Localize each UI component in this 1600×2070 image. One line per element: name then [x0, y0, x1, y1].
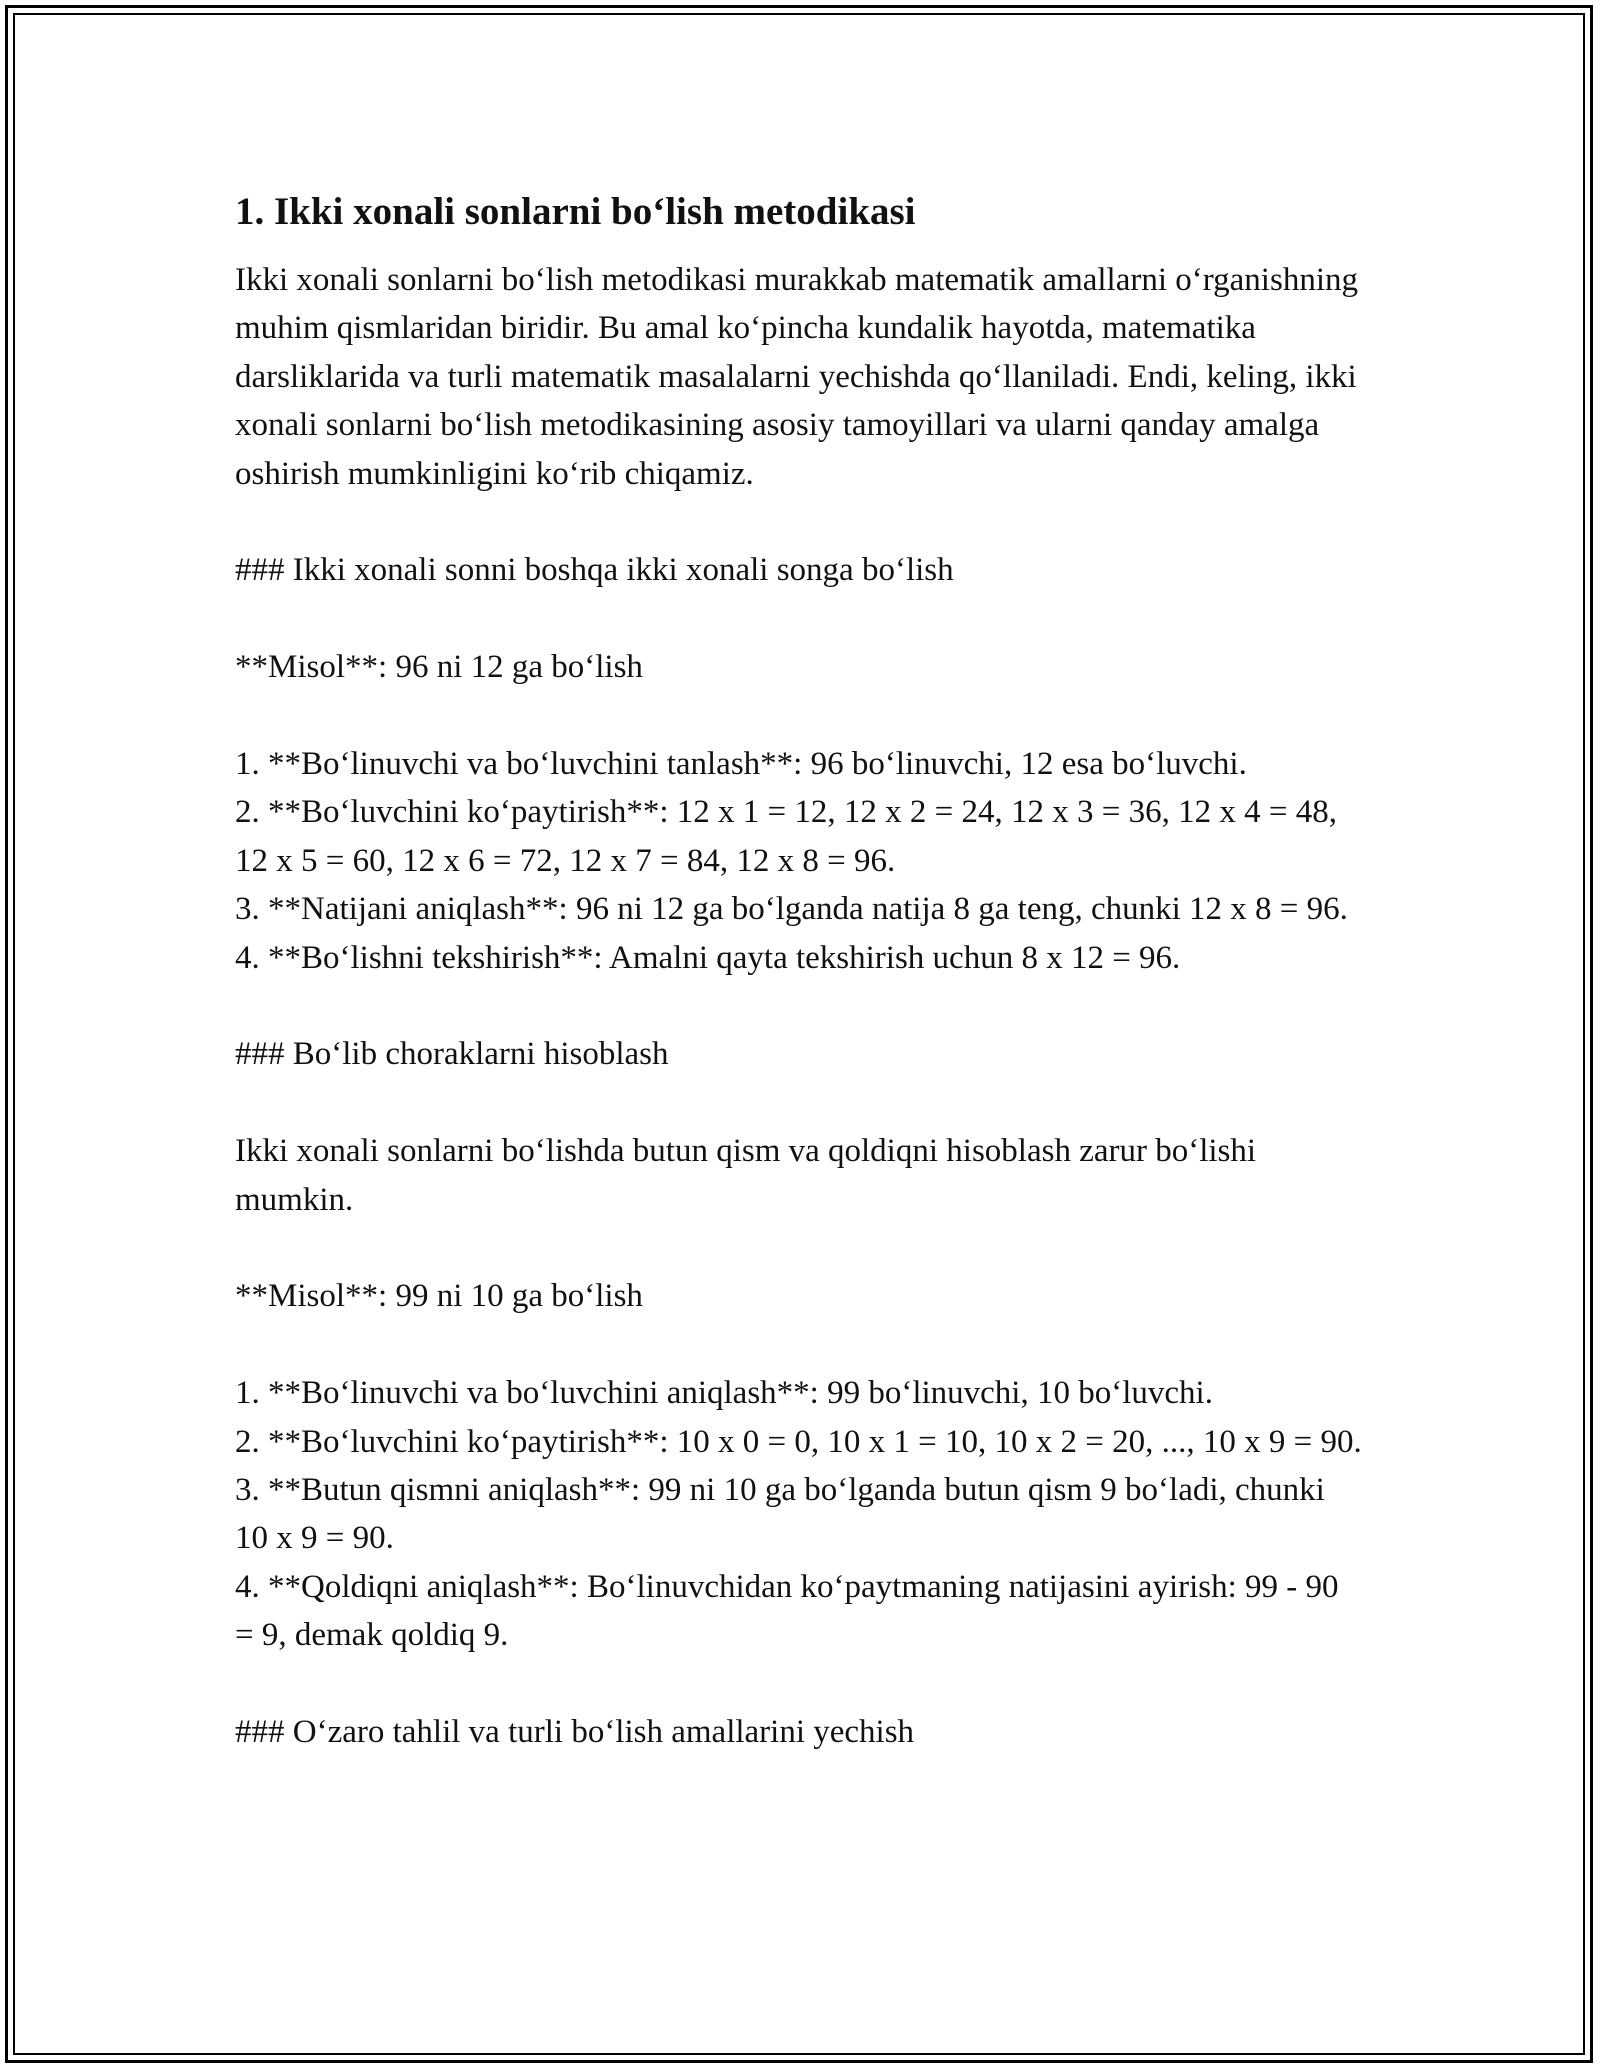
- document-title: 1. Ikki xonali sonlarni bo‘lish metodikasi: [235, 190, 916, 233]
- section-heading-2: ### Bo‘lib choraklarni hisoblash: [235, 1036, 669, 1073]
- spacer: [235, 692, 1365, 740]
- step-item: 3. **Natijani aniqlash**: 96 ni 12 ga bo‘lganda natija 8 ga teng, chunki 12 x 8 = 96.: [235, 891, 1348, 928]
- step-item: 2. **Bo‘luvchini ko‘paytirish**: 12 x 1 = 12, 12 x 2 = 24, 12 x 3 = 36, 12 x 4 = 48, 12 x 5 = 60, 12 x 6 = 72, 12 x 7 = 84, 12 x 8 = 96.: [235, 794, 1337, 879]
- spacer: [235, 595, 1365, 643]
- section-2-paragraph: Ikki xonali sonlarni bo‘lishda butun qism va qoldiqni hisoblash zarur bo‘lishi mumkin.: [235, 1133, 1257, 1218]
- example-2: **Misol**: 99 ni 10 ga bo‘lish: [235, 1278, 643, 1315]
- step-item: 1. **Bo‘linuvchi va bo‘luvchini tanlash**: 96 bo‘linuvchi, 12 esa bo‘luvchi.: [235, 746, 1247, 783]
- step-item: 3. **Butun qismni aniqlash**: 99 ni 10 ga bo‘lganda butun qism 9 bo‘ladi, chunki 10 x 9 = 90.: [235, 1472, 1325, 1557]
- document-body: [235, 186, 1365, 1756]
- spacer: [235, 1224, 1365, 1272]
- section-heading-1: ### Ikki xonali sonni boshqa ikki xonali songa bo‘lish: [235, 552, 954, 589]
- spacer: [235, 982, 1365, 1030]
- spacer: [235, 1079, 1365, 1127]
- spacer: [235, 1660, 1365, 1708]
- step-item: 4. **Qoldiqni aniqlash**: Bo‘linuvchidan ko‘paytmaning natijasini ayirish: 99 - 90 = 9, demak qoldiq 9.: [235, 1568, 1339, 1654]
- section-heading-3: ### O‘zaro tahlil va turli bo‘lish amallarini yechish: [235, 1714, 915, 1751]
- step-item: 2. **Bo‘luvchini ko‘paytirish**: 10 x 0 = 0, 10 x 1 = 10, 10 x 2 = 20, ..., 10 x 9 = 90.: [235, 1423, 1362, 1460]
- step-item: 4. **Bo‘lishni tekshirish**: Amalni qayta tekshirish uchun 8 x 12 = 96.: [235, 939, 1181, 976]
- spacer: [235, 1321, 1365, 1369]
- step-item: 1. **Bo‘linuvchi va bo‘luvchini aniqlash**: 99 bo‘linuvchi, 10 bo‘luvchi.: [235, 1375, 1213, 1412]
- example-1: **Misol**: 96 ni 12 ga bo‘lish: [235, 649, 643, 686]
- spacer: [235, 498, 1365, 546]
- intro-paragraph: Ikki xonali sonlarni bo‘lish metodikasi murakkab matematik amallarni o‘rganishning muhim qismlaridan biridir. Bu amal ko‘pincha kundalik hayotda, matematika darsliklarida va turli matematik masalalarni yechishda qo‘llaniladi. Endi, keling, ikki xonali sonlarni bo‘lish metodikasining asosiy tamoyillari va ularni qanday amalga oshirish mumkinligini ko‘rib chiqamiz.: [235, 262, 1358, 492]
